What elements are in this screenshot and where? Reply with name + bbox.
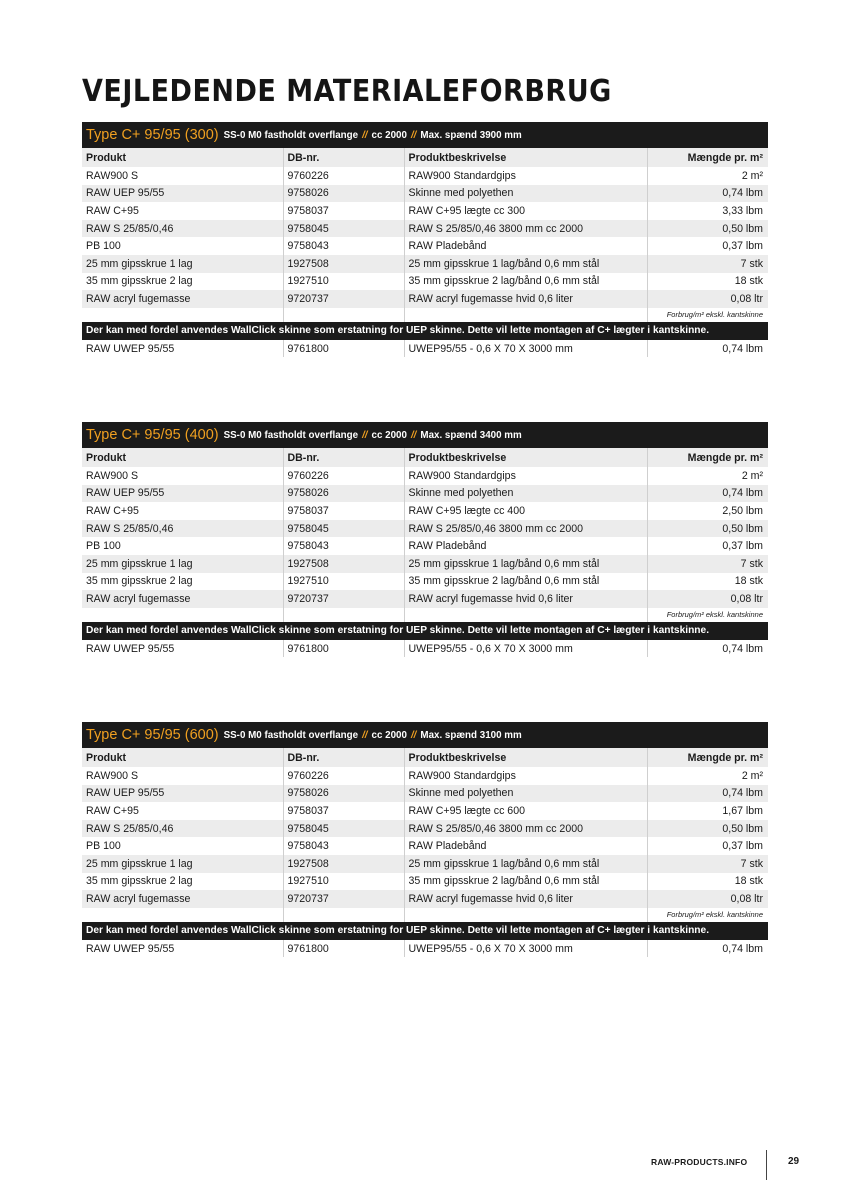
cell-product: RAW acryl fugemasse xyxy=(82,290,283,308)
cell-quantity: 0,74 lbm xyxy=(647,485,768,503)
table-row xyxy=(82,802,768,820)
cell-db: 9758037 xyxy=(283,202,404,220)
cell-description: 25 mm gipsskrue 1 lag/bånd 0,6 mm stål xyxy=(404,555,647,573)
cell-quantity: 0,08 ltr xyxy=(647,290,768,308)
note-row xyxy=(82,908,768,922)
cell-description: UWEP95/55 - 0,6 X 70 X 3000 mm xyxy=(404,340,647,358)
cell-db: 9761800 xyxy=(283,940,404,958)
column-header-description: Produktbeskrivelse xyxy=(404,148,647,167)
cell-quantity: 2 m² xyxy=(741,169,763,182)
material-table-section xyxy=(82,722,768,957)
cell-db: 1927508 xyxy=(283,855,404,873)
spec-cc: cc 2000 xyxy=(371,729,407,741)
cell-db: 9758037 xyxy=(283,802,404,820)
column-header-product: Produkt xyxy=(82,748,283,767)
cell-db: 1927508 xyxy=(283,255,404,273)
cell-description: Skinne med polyethen xyxy=(404,185,647,203)
cell-description: 25 mm gipsskrue 1 lag/bånd 0,6 mm stål xyxy=(404,855,647,873)
type-label: Type C+ 95/95 (600) xyxy=(86,727,219,743)
extra-table xyxy=(82,340,768,358)
table-row xyxy=(82,767,768,785)
material-table xyxy=(82,448,768,622)
cell-description: UWEP95/55 - 0,6 X 70 X 3000 mm xyxy=(404,940,647,958)
table-row xyxy=(82,202,768,220)
cell-product: RAW C+95 xyxy=(82,502,283,520)
table-row xyxy=(82,940,768,958)
column-header-quantity: Mængde pr. m² xyxy=(647,448,768,467)
cell-quantity: 18 stk xyxy=(734,575,763,588)
cell-quantity: 0,74 lbm xyxy=(722,942,763,955)
table-row xyxy=(82,837,768,855)
spec-fire: SS-0 M0 fastholdt overflange xyxy=(223,129,359,141)
cell-db: 9758026 xyxy=(283,785,404,803)
cell-quantity: 18 stk xyxy=(734,275,763,288)
cell-quantity: 0,74 lbm xyxy=(722,342,763,355)
cell-product: RAW C+95 xyxy=(82,202,283,220)
table-row xyxy=(82,873,768,891)
table-header-row xyxy=(82,448,768,467)
cell-db: 1927510 xyxy=(283,573,404,591)
cell-description: RAW Pladebånd xyxy=(404,237,647,255)
cell-quantity: 0,37 lbm xyxy=(722,840,763,853)
material-table-section xyxy=(82,122,768,357)
cell-description: RAW acryl fugemasse hvid 0,6 liter xyxy=(404,890,647,908)
cell-db: 9758045 xyxy=(283,220,404,238)
table-row xyxy=(82,820,768,838)
cell-quantity: 7 stk xyxy=(647,855,768,873)
table-row xyxy=(82,502,768,520)
separator: // xyxy=(410,729,417,741)
column-header-description: Produktbeskrivelse xyxy=(404,748,647,767)
cell-quantity: 0,08 ltr xyxy=(647,890,768,908)
column-header-quantity: Mængde pr. m² xyxy=(647,148,768,167)
cell-quantity: 0,74 lbm xyxy=(647,185,768,203)
cell-description: RAW C+95 lægte cc 400 xyxy=(404,502,647,520)
table-header-row xyxy=(82,148,768,167)
cell-quantity: 7 stk xyxy=(647,255,768,273)
cell-product: 25 mm gipsskrue 1 lag xyxy=(82,555,283,573)
cell-description: RAW C+95 lægte cc 600 xyxy=(404,802,647,820)
cell-product: RAW acryl fugemasse xyxy=(82,890,283,908)
separator: // xyxy=(362,729,368,741)
cell-product: PB 100 xyxy=(82,837,283,855)
cell-product: PB 100 xyxy=(82,237,283,255)
footer-site: RAW-PRODUCTS.INFO xyxy=(651,1157,748,1167)
column-header-db: DB-nr. xyxy=(283,448,404,467)
cell-description: RAW C+95 lægte cc 300 xyxy=(404,202,647,220)
cell-db: 9720737 xyxy=(283,590,404,608)
column-header-description: Produktbeskrivelse xyxy=(404,448,647,467)
cell-product: PB 100 xyxy=(82,537,283,555)
cell-description: RAW S 25/85/0,46 3800 mm cc 2000 xyxy=(404,820,647,838)
cell-db: 9720737 xyxy=(283,290,404,308)
table-row xyxy=(82,290,768,308)
spec-span: Max. spænd 3100 mm xyxy=(420,729,522,741)
cell-description: RAW acryl fugemasse hvid 0,6 liter xyxy=(404,590,647,608)
section-header xyxy=(82,722,768,748)
cell-quantity: 7 stk xyxy=(647,555,768,573)
cell-product: RAW acryl fugemasse xyxy=(82,590,283,608)
cell-description: 35 mm gipsskrue 2 lag/bånd 0,6 mm stål xyxy=(404,873,647,891)
cell-product: RAW900 S xyxy=(82,767,283,785)
column-header-db: DB-nr. xyxy=(283,148,404,167)
wallclick-note: Der kan med fordel anvendes WallClick skinne som erstatning for UEP skinne. Dette vil lette montagen af C+ lægter i kantskinne. xyxy=(82,922,768,940)
cell-quantity: 1,67 lbm xyxy=(722,804,763,817)
cell-quantity: 0,08 ltr xyxy=(647,590,768,608)
cell-description: RAW S 25/85/0,46 3800 mm cc 2000 xyxy=(404,220,647,238)
cell-description: RAW Pladebånd xyxy=(404,537,647,555)
cell-db: 9758045 xyxy=(283,820,404,838)
extra-table xyxy=(82,940,768,958)
material-table xyxy=(82,748,768,922)
consumption-note: Forbrug/m² ekskl. kantskinne xyxy=(666,310,763,320)
spec-fire: SS-0 M0 fastholdt overflange xyxy=(223,429,359,441)
cell-quantity: 0,37 lbm xyxy=(722,240,763,253)
material-table xyxy=(82,148,768,322)
note-row xyxy=(82,308,768,322)
cell-db: 9761800 xyxy=(283,340,404,358)
cell-quantity: 0,50 lbm xyxy=(647,520,768,538)
cell-description: 35 mm gipsskrue 2 lag/bånd 0,6 mm stål xyxy=(404,573,647,591)
spec-cc: cc 2000 xyxy=(371,429,407,441)
separator: // xyxy=(410,429,417,441)
table-row xyxy=(82,520,768,538)
cell-description: RAW S 25/85/0,46 3800 mm cc 2000 xyxy=(404,520,647,538)
material-table-section xyxy=(82,422,768,657)
cell-product: RAW900 S xyxy=(82,467,283,485)
table-row xyxy=(82,220,768,238)
table-row xyxy=(82,185,768,203)
cell-product: RAW C+95 xyxy=(82,802,283,820)
table-row xyxy=(82,573,768,591)
table-row xyxy=(82,590,768,608)
cell-description: UWEP95/55 - 0,6 X 70 X 3000 mm xyxy=(404,640,647,658)
cell-product: 35 mm gipsskrue 2 lag xyxy=(82,573,283,591)
separator: // xyxy=(410,129,417,141)
cell-description: Skinne med polyethen xyxy=(404,785,647,803)
cell-product: 35 mm gipsskrue 2 lag xyxy=(82,273,283,291)
cell-quantity: 0,37 lbm xyxy=(722,540,763,553)
cell-db: 9720737 xyxy=(283,890,404,908)
cell-description: RAW Pladebånd xyxy=(404,837,647,855)
section-header xyxy=(82,122,768,148)
cell-product: RAW UWEP 95/55 xyxy=(82,640,283,658)
note-row xyxy=(82,608,768,622)
cell-description: 25 mm gipsskrue 1 lag/bånd 0,6 mm stål xyxy=(404,255,647,273)
cell-quantity: 18 stk xyxy=(734,875,763,888)
cell-product: RAW UEP 95/55 xyxy=(82,185,283,203)
table-row xyxy=(82,785,768,803)
wallclick-note: Der kan med fordel anvendes WallClick skinne som erstatning for UEP skinne. Dette vil lette montagen af C+ lægter i kantskinne. xyxy=(82,322,768,340)
table-row xyxy=(82,890,768,908)
footer-divider xyxy=(766,1150,767,1180)
table-row xyxy=(82,640,768,658)
spec-cc: cc 2000 xyxy=(371,129,407,141)
cell-product: 25 mm gipsskrue 1 lag xyxy=(82,855,283,873)
cell-db: 9758043 xyxy=(283,837,404,855)
cell-product: RAW900 S xyxy=(82,167,283,185)
separator: // xyxy=(362,429,368,441)
table-row xyxy=(82,537,768,555)
cell-db: 9760226 xyxy=(283,467,404,485)
cell-quantity: 2 m² xyxy=(741,469,763,482)
table-row xyxy=(82,467,768,485)
cell-db: 9760226 xyxy=(283,167,404,185)
cell-db: 9760226 xyxy=(283,767,404,785)
cell-product: RAW S 25/85/0,46 xyxy=(82,220,283,238)
cell-quantity: 2,50 lbm xyxy=(722,504,763,517)
table-row xyxy=(82,485,768,503)
cell-product: RAW S 25/85/0,46 xyxy=(82,820,283,838)
spec-span: Max. spænd 3900 mm xyxy=(420,129,522,141)
cell-quantity: 0,50 lbm xyxy=(647,820,768,838)
cell-quantity: 0,74 lbm xyxy=(722,642,763,655)
table-row xyxy=(82,255,768,273)
cell-product: RAW UEP 95/55 xyxy=(82,785,283,803)
type-label: Type C+ 95/95 (400) xyxy=(86,427,219,443)
cell-description: Skinne med polyethen xyxy=(404,485,647,503)
cell-db: 9761800 xyxy=(283,640,404,658)
cell-db: 9758045 xyxy=(283,520,404,538)
column-header-quantity: Mængde pr. m² xyxy=(647,748,768,767)
cell-db: 9758026 xyxy=(283,185,404,203)
cell-product: RAW UWEP 95/55 xyxy=(82,340,283,358)
cell-db: 1927508 xyxy=(283,555,404,573)
page-title: VEJLEDENDE MATERIALEFORBRUG xyxy=(82,74,612,109)
type-label: Type C+ 95/95 (300) xyxy=(86,127,219,143)
table-row xyxy=(82,340,768,358)
column-header-db: DB-nr. xyxy=(283,748,404,767)
cell-product: 35 mm gipsskrue 2 lag xyxy=(82,873,283,891)
cell-db: 9758037 xyxy=(283,502,404,520)
cell-product: RAW S 25/85/0,46 xyxy=(82,520,283,538)
column-header-product: Produkt xyxy=(82,448,283,467)
table-row xyxy=(82,855,768,873)
consumption-note: Forbrug/m² ekskl. kantskinne xyxy=(666,910,763,920)
cell-quantity: 0,50 lbm xyxy=(647,220,768,238)
extra-table xyxy=(82,640,768,658)
spec-span: Max. spænd 3400 mm xyxy=(420,429,522,441)
consumption-note: Forbrug/m² ekskl. kantskinne xyxy=(666,610,763,620)
cell-db: 9758026 xyxy=(283,485,404,503)
table-row xyxy=(82,273,768,291)
cell-description: RAW900 Standardgips xyxy=(404,467,647,485)
wallclick-note: Der kan med fordel anvendes WallClick skinne som erstatning for UEP skinne. Dette vil lette montagen af C+ lægter i kantskinne. xyxy=(82,622,768,640)
cell-description: RAW acryl fugemasse hvid 0,6 liter xyxy=(404,290,647,308)
page-number: 29 xyxy=(788,1156,800,1167)
spec-fire: SS-0 M0 fastholdt overflange xyxy=(223,729,359,741)
separator: // xyxy=(362,129,368,141)
table-header-row xyxy=(82,748,768,767)
cell-quantity: 0,74 lbm xyxy=(647,785,768,803)
cell-product: RAW UEP 95/55 xyxy=(82,485,283,503)
cell-quantity: 3,33 lbm xyxy=(722,204,763,217)
section-header xyxy=(82,422,768,448)
cell-description: RAW900 Standardgips xyxy=(404,167,647,185)
cell-db: 1927510 xyxy=(283,873,404,891)
cell-product: RAW UWEP 95/55 xyxy=(82,940,283,958)
table-row xyxy=(82,555,768,573)
table-row xyxy=(82,237,768,255)
cell-product: 25 mm gipsskrue 1 lag xyxy=(82,255,283,273)
cell-db: 9758043 xyxy=(283,537,404,555)
column-header-product: Produkt xyxy=(82,148,283,167)
table-row xyxy=(82,167,768,185)
cell-description: RAW900 Standardgips xyxy=(404,767,647,785)
cell-quantity: 2 m² xyxy=(741,769,763,782)
cell-db: 9758043 xyxy=(283,237,404,255)
cell-db: 1927510 xyxy=(283,273,404,291)
cell-description: 35 mm gipsskrue 2 lag/bånd 0,6 mm stål xyxy=(404,273,647,291)
